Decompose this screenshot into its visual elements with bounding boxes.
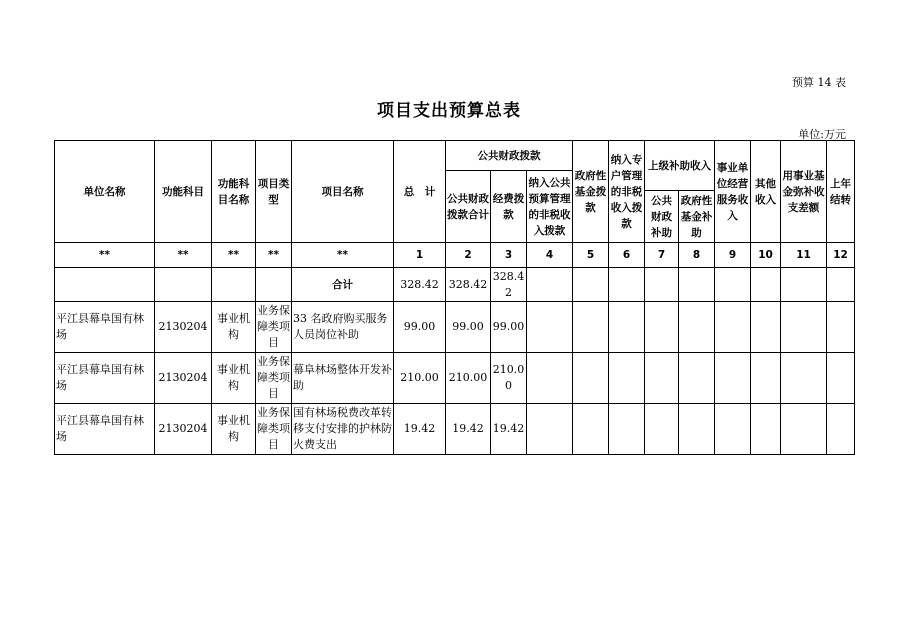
- total-funds: 328.42: [491, 268, 527, 302]
- cell-project-name: 国有林场税费改革转移支付安排的护林防火费支出: [292, 404, 394, 455]
- header-other-income: 其他收入: [751, 141, 781, 243]
- cell-project-name: 33 名政府购买服务人员岗位补助: [292, 302, 394, 353]
- header-superior-subsidy: 上级补助收入: [645, 141, 715, 191]
- header-total: 总 计: [394, 141, 446, 243]
- index-cell: 3: [491, 243, 527, 268]
- table-row: [55, 353, 855, 404]
- total-amount: 328.42: [394, 268, 446, 302]
- cell-project-name: 幕阜林场整体开发补助: [292, 353, 394, 404]
- cell-funds: 99.00: [491, 302, 527, 353]
- cell-public-fiscal: 99.00: [446, 302, 491, 353]
- cell-func-code: 2130204: [155, 404, 212, 455]
- header-last-year: 上年结转: [827, 141, 855, 243]
- index-row: [55, 243, 855, 268]
- cell-funds: 19.42: [491, 404, 527, 455]
- cell-public-fiscal: 19.42: [446, 404, 491, 455]
- header-unit-name: 单位名称: [55, 141, 155, 243]
- header-project-type: 项目类型: [256, 141, 292, 243]
- header-nontax-special: 纳入专户管理的非税收入拨款: [609, 141, 645, 243]
- cell-func-name: 事业机构: [212, 353, 256, 404]
- cell-func-code: 2130204: [155, 353, 212, 404]
- index-cell: 5: [573, 243, 609, 268]
- cell-total: 210.00: [394, 353, 446, 404]
- total-public-fiscal: 328.42: [446, 268, 491, 302]
- total-label: 合计: [292, 268, 394, 302]
- cell-unit-name: 平江县幕阜国有林场: [55, 353, 155, 404]
- cell-project-type: 业务保障类项目: [256, 302, 292, 353]
- index-cell: 11: [781, 243, 827, 268]
- cell-total: 19.42: [394, 404, 446, 455]
- index-cell: 8: [679, 243, 715, 268]
- cell-unit-name: 平江县幕阜国有林场: [55, 302, 155, 353]
- cell-func-name: 事业机构: [212, 404, 256, 455]
- index-cell: 4: [527, 243, 573, 268]
- cell-funds: 210.00: [491, 353, 527, 404]
- index-cell: 2: [446, 243, 491, 268]
- header-funds-allocation: 经费拨款: [491, 171, 527, 243]
- index-cell: 6: [609, 243, 645, 268]
- index-cell: **: [55, 243, 155, 268]
- header-institution-fund: 用事业基金弥补收支差额: [781, 141, 827, 243]
- page-title: 项目支出预算总表: [377, 101, 521, 121]
- header-public-fiscal-subsidy: 公共财政补助: [645, 191, 679, 243]
- total-row: [55, 268, 855, 302]
- cell-total: 99.00: [394, 302, 446, 353]
- index-cell: 10: [751, 243, 781, 268]
- cell-project-type: 业务保障类项目: [256, 353, 292, 404]
- cell-func-code: 2130204: [155, 302, 212, 353]
- header-nontax-public: 纳入公共预算管理的非税收入拨款: [527, 171, 573, 243]
- cell-public-fiscal: 210.00: [446, 353, 491, 404]
- cell-project-type: 业务保障类项目: [256, 404, 292, 455]
- index-cell: 12: [827, 243, 855, 268]
- budget-table: [54, 140, 855, 455]
- header-public-fiscal-total: 公共财政拨款合计: [446, 171, 491, 243]
- header-project-name: 项目名称: [292, 141, 394, 243]
- table-row: [55, 404, 855, 455]
- header-institution-service: 事业单位经营服务收入: [715, 141, 751, 243]
- header-func-subject-name: 功能科目名称: [212, 141, 256, 243]
- table-row: [55, 302, 855, 353]
- header-gov-fund-subsidy: 政府性基金补助: [679, 191, 715, 243]
- index-cell: **: [292, 243, 394, 268]
- index-cell: 9: [715, 243, 751, 268]
- index-cell: **: [155, 243, 212, 268]
- form-number: 预算 14 表: [792, 76, 846, 89]
- index-cell: **: [256, 243, 292, 268]
- index-cell: 1: [394, 243, 446, 268]
- header-func-subject: 功能科目: [155, 141, 212, 243]
- cell-unit-name: 平江县幕阜国有林场: [55, 404, 155, 455]
- header-public-fiscal: 公共财政拨款: [446, 141, 573, 171]
- header-gov-fund: 政府性基金拨款: [573, 141, 609, 243]
- index-cell: 7: [645, 243, 679, 268]
- index-cell: **: [212, 243, 256, 268]
- cell-func-name: 事业机构: [212, 302, 256, 353]
- unit-label: 单位:万元: [798, 128, 846, 141]
